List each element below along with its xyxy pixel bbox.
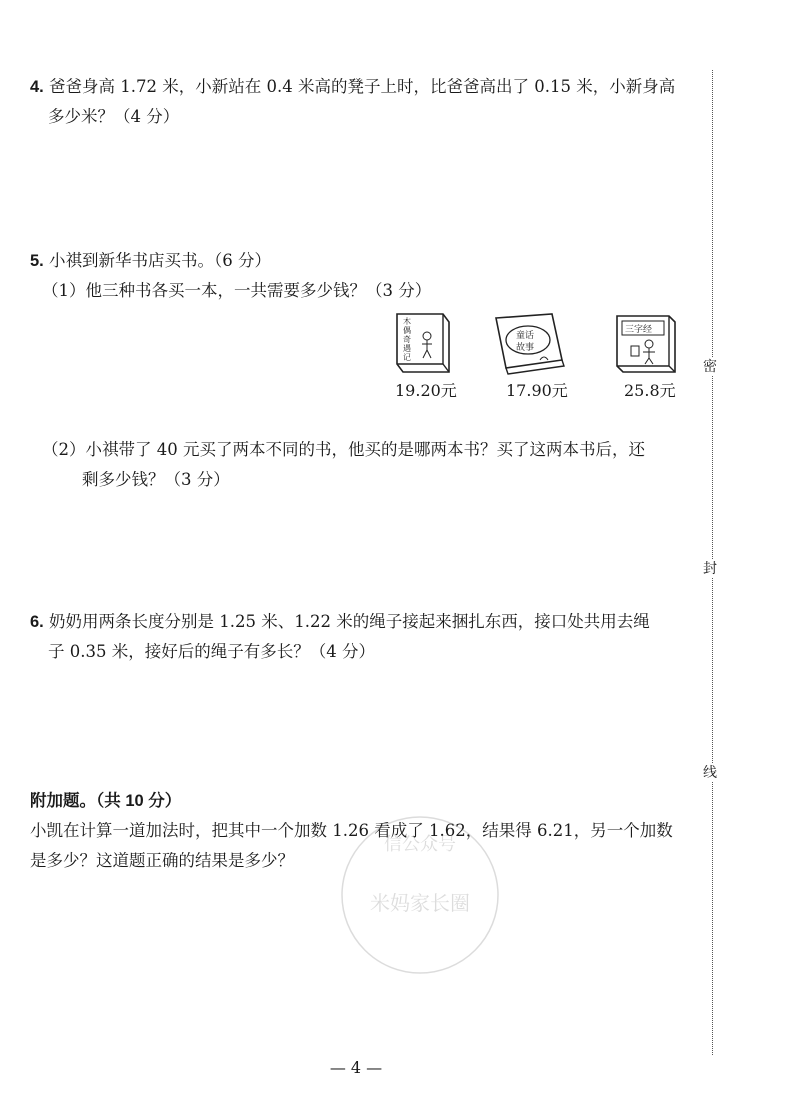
question-4-line2: 多少米？（4 分） xyxy=(48,107,180,126)
bonus-title: 附加题。（共 10 分） xyxy=(30,792,182,810)
svg-text:童话: 童话 xyxy=(516,331,535,341)
page-number: — 4 — xyxy=(329,1058,383,1077)
svg-text:故事: 故事 xyxy=(516,343,535,353)
question-6 xyxy=(30,607,650,637)
question-number: 4. xyxy=(30,78,44,96)
svg-text:信公众号: 信公众号 xyxy=(384,834,456,855)
binding-label-feng: 封 xyxy=(703,561,717,577)
bonus-text: 小凯在计算一道加法时，把其中一个加数 1.26 看成了 1.62，结果得 6.21，另一个加数 xyxy=(30,821,673,840)
book-2-price: 17.90元 xyxy=(506,381,568,400)
question-number: 5. xyxy=(30,252,44,270)
question-text: 小祺到新华书店买书。（6 分） xyxy=(49,251,272,270)
binding-label-mi: 密 xyxy=(703,359,717,375)
bonus-text-line2: 是多少？这道题正确的结果是多少？ xyxy=(30,851,294,870)
book-puppet-illustration xyxy=(393,312,453,376)
question-text: 爸爸身高 1.72 米，小新站在 0.4 米高的凳子上时，比爸爸高出了 0.15 米，小新身高 xyxy=(49,77,676,96)
question-6-line2: 子 0.35 米，接好后的绳子有多长？（4 分） xyxy=(48,642,375,661)
binding-label-xian: 线 xyxy=(703,765,717,781)
watermark-stamp xyxy=(335,810,505,980)
question-5 xyxy=(30,246,271,276)
book-fairytale-illustration xyxy=(490,312,566,376)
svg-text:遇: 遇 xyxy=(403,344,411,353)
svg-text:米妈家长圈: 米妈家长圈 xyxy=(370,891,470,915)
book-sanzijing-illustration xyxy=(613,312,679,376)
svg-text:木: 木 xyxy=(403,317,411,326)
question-number: 6. xyxy=(30,613,44,631)
book-3-price: 25.8元 xyxy=(624,381,676,400)
svg-text:偶: 偶 xyxy=(403,326,411,335)
book-1-price: 19.20元 xyxy=(395,381,457,400)
svg-text:三字经: 三字经 xyxy=(625,325,653,335)
svg-text:记: 记 xyxy=(403,353,411,362)
question-text: 奶奶用两条长度分别是 1.25 米、1.22 米的绳子接起来捆扎东西，接口处共用去绳 xyxy=(49,612,650,631)
question-5-part2: （2）小祺带了 40 元买了两本不同的书，他买的是哪两本书？买了这两本书后，还 xyxy=(42,440,645,459)
question-5-part2-line2: 剩多少钱？（3 分） xyxy=(82,470,230,489)
svg-text:奇: 奇 xyxy=(403,335,411,344)
question-4 xyxy=(30,72,675,102)
question-5-part1: （1）他三种书各买一本，一共需要多少钱？（3 分） xyxy=(42,281,432,300)
